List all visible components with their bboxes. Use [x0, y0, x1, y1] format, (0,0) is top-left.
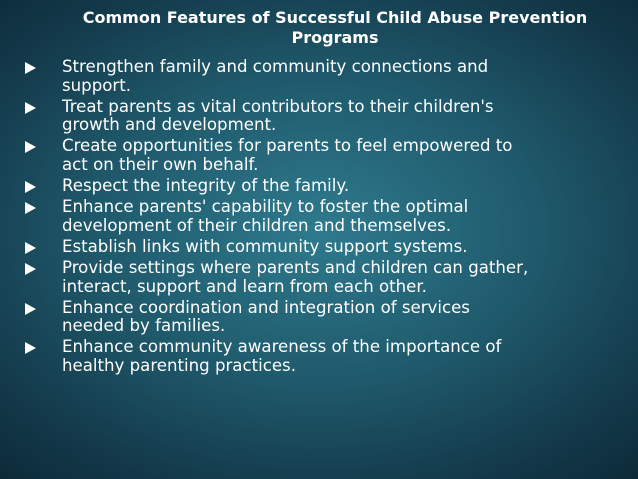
slide-title-line1: Common Features of Successful Child Abuse Prevention [82, 8, 588, 27]
bullet-item [0, 198, 638, 235]
bullet-text-line1: Treat parents as vital contributors to their children's [62, 96, 494, 116]
bullet-item [0, 238, 638, 257]
bullet-list [0, 58, 638, 378]
bullet-text-line1: Enhance parents' capability to foster the optimal [62, 197, 469, 217]
triangle-arrow-right-icon [25, 242, 36, 254]
bullet-text-line2: interact, support and learn from each other. [62, 276, 427, 296]
bullet-text-line2: development of their children and themselves. [62, 215, 452, 235]
bullet-text-line1: Create opportunities for parents to feel empowered to [62, 136, 513, 156]
bullet-text-line1: Strengthen family and community connections and [62, 57, 489, 76]
bullet-item [0, 137, 638, 174]
bullet-text-line1: Respect the integrity of the family. [62, 176, 350, 196]
triangle-arrow-right-icon [25, 181, 36, 193]
bullet-text-line1: Enhance community awareness of the importance of [62, 337, 502, 357]
bullet-item [0, 299, 638, 336]
triangle-arrow-right-icon [25, 202, 36, 214]
bullet-text-line2: healthy parenting practices. [62, 355, 296, 375]
slide-title [40, 8, 630, 48]
slide-title-line2: Programs [291, 28, 379, 47]
bullet-text-line1: Establish links with community support systems. [62, 236, 468, 256]
triangle-arrow-right-icon [25, 141, 36, 153]
bullet-item [0, 338, 638, 375]
triangle-arrow-right-icon [25, 263, 36, 275]
bullet-item [0, 98, 638, 135]
triangle-arrow-right-icon [25, 102, 36, 114]
bullet-text-line2: needed by families. [62, 316, 226, 336]
bullet-text-line1: Provide settings where parents and children can gather, [62, 257, 529, 277]
bullet-item [0, 58, 638, 95]
bullet-item [0, 259, 638, 296]
triangle-arrow-right-icon [25, 303, 36, 315]
bullet-item [0, 177, 638, 196]
bullet-text-line1: Enhance coordination and integration of services [62, 297, 470, 317]
triangle-arrow-right-icon [25, 342, 36, 354]
triangle-arrow-right-icon [25, 62, 36, 74]
bullet-text-line2: support. [62, 75, 131, 95]
bullet-text-line2: act on their own behalf. [62, 154, 259, 174]
bullet-text-line2: growth and development. [62, 115, 277, 135]
